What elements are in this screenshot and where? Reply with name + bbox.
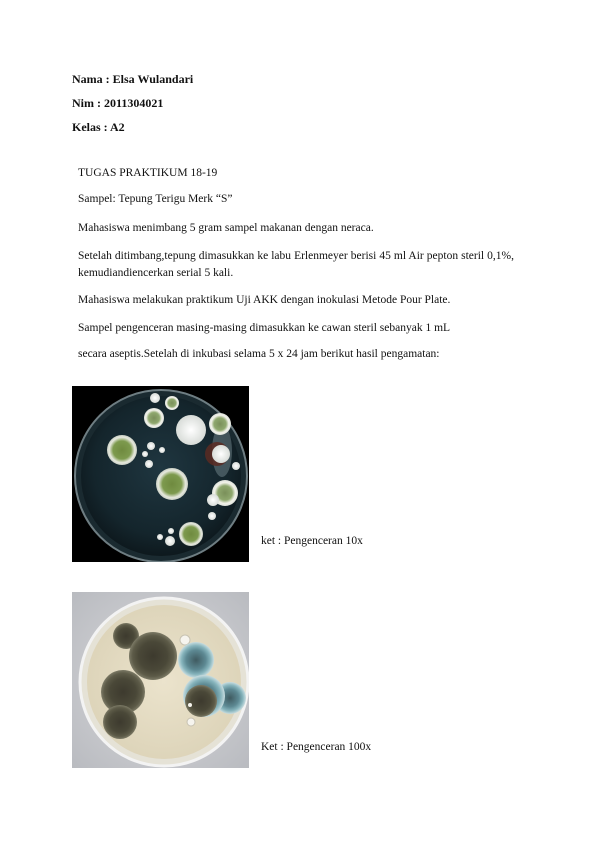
student-id: Nim : 2011304021: [72, 96, 164, 110]
paragraph-4: Sampel pengenceran masing-masing dimasukkan ke cawan steril sebanyak 1 mL: [78, 322, 451, 334]
paragraph-2: Setelah ditimbang,tepung dimasukkan ke labu Erlenmeyer berisi 45 ml Air pepton steril 0,1%, kemudiandiencerkan serial 5 kali.: [78, 250, 514, 279]
student-name: Nama : Elsa Wulandari: [72, 72, 194, 86]
caption-100x: Ket : Pengenceran 100x: [261, 741, 372, 753]
paragraph-5: secara aseptis.Setelah di inkubasi selama 5 x 24 jam berikut hasil pengamatan:: [78, 348, 440, 360]
assignment-title: TUGAS PRAKTIKUM 18-19: [78, 167, 218, 179]
paragraph-1: Mahasiswa menimbang 5 gram sampel makanan dengan neraca.: [78, 222, 374, 234]
student-class: Kelas : A2: [72, 120, 125, 134]
caption-10x: ket : Pengenceran 10x: [261, 535, 363, 547]
sample-line: Sampel: Tepung Terigu Merk “S”: [78, 193, 233, 205]
paragraph-3: Mahasiswa melakukan praktikum Uji AKK dengan inokulasi Metode Pour Plate.: [78, 294, 451, 306]
petri-dish-photo-10x: [72, 386, 249, 562]
petri-dish-photo-100x: [72, 592, 249, 768]
